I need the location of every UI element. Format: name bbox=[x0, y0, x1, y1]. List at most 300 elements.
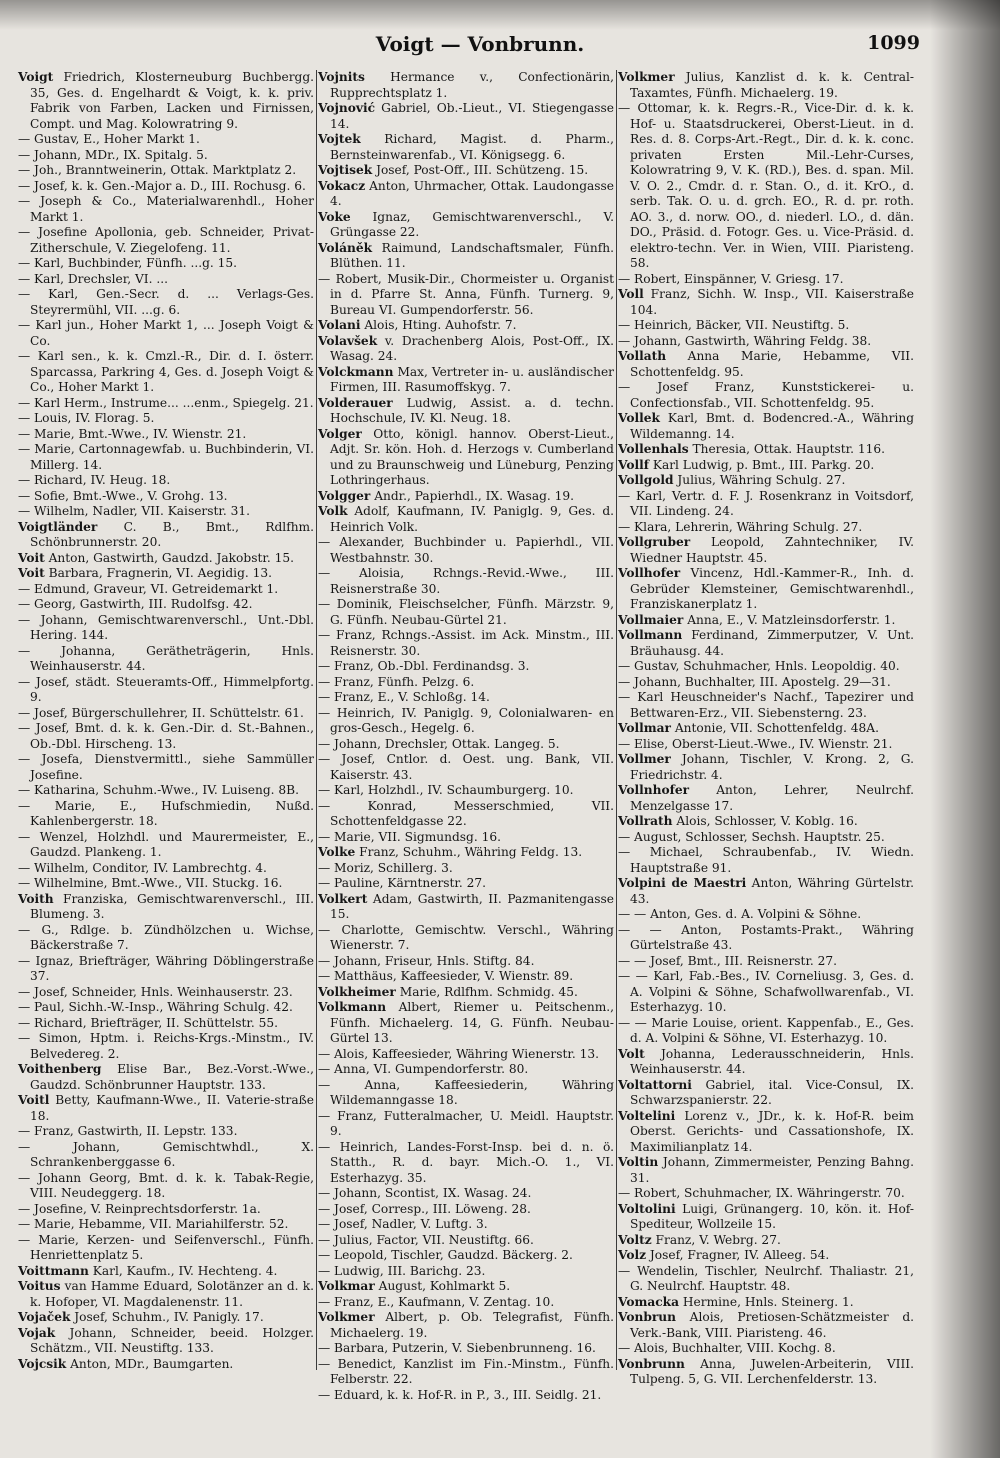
entry-surname: Vonbrun bbox=[618, 1310, 676, 1324]
directory-entry bbox=[18, 1031, 314, 1062]
entry-text: — Heinrich, IV. Paniglg. 9, Colonialwaren- en gros-Gesch., Hegelg. 6. bbox=[318, 705, 614, 735]
directory-entry bbox=[618, 1078, 914, 1109]
directory-entry bbox=[618, 1109, 914, 1156]
directory-entry bbox=[318, 597, 614, 628]
entry-surname: Vojtisek bbox=[318, 163, 373, 177]
directory-entry bbox=[618, 969, 914, 1016]
entry-text: Alois, Hting. Auhofstr. 7. bbox=[360, 318, 517, 332]
entry-surname: Volavšek bbox=[318, 333, 378, 348]
entry-text: — Edmund, Graveur, VI. Getreidemarkt 1. bbox=[18, 581, 279, 596]
directory-entry bbox=[318, 737, 614, 753]
entry-text: — Moriz, Schillerg. 3. bbox=[318, 860, 453, 875]
entry-text: Johann, Tischler, V. Krong. 2, G. Friedrichstr. 4. bbox=[630, 752, 914, 782]
entry-surname: Vollgruber bbox=[618, 535, 691, 549]
directory-entry bbox=[318, 1109, 614, 1140]
directory-entry bbox=[618, 473, 914, 489]
directory-entry bbox=[618, 458, 914, 474]
directory-entry bbox=[318, 861, 614, 877]
directory-entry bbox=[618, 1248, 914, 1264]
entry-text: — Johann, Drechsler, Ottak. Langeg. 5. bbox=[318, 736, 560, 751]
entry-text: — Karl jun., Hoher Markt 1, ... Joseph Voigt & Co. bbox=[18, 318, 314, 348]
entry-text: van Hamme Eduard, Solotänzer an d. k. k. Hofoper, VI. Magdalenenstr. 11. bbox=[30, 1279, 314, 1309]
directory-entry bbox=[18, 1310, 314, 1326]
entry-text: Albert, Riemer u. Peitschenm., Fünfh. Michaelerg. 14, G. Fünfh. Neubau-Gürtel 13. bbox=[330, 1000, 614, 1045]
entry-text: Franz, Schuhm., Währing Feldg. 13. bbox=[355, 845, 583, 859]
entry-text: — Anna, VI. Gumpendorferstr. 80. bbox=[318, 1062, 529, 1076]
entry-text: — Pauline, Kärntnerstr. 27. bbox=[318, 876, 487, 890]
directory-entry bbox=[318, 845, 614, 861]
directory-entry bbox=[18, 783, 314, 799]
entry-surname: Voithenberg bbox=[18, 1062, 102, 1076]
entry-text: — Ludwig, III. Barichg. 23. bbox=[318, 1263, 486, 1278]
directory-entry bbox=[18, 876, 314, 892]
directory-entry bbox=[18, 349, 314, 396]
directory-entry bbox=[618, 1264, 914, 1295]
entry-text: — Heinrich, Landes-Forst-Insp. bei d. n. ö. Statth., R. d. bayr. Mich.-O. 1., VI. Esterhazyg. 35. bbox=[318, 1139, 614, 1185]
directory-entry bbox=[18, 489, 314, 505]
entry-text: — Josef, Cntlor. d. Oest. ung. Bank, VII. Kaiserstr. 43. bbox=[318, 752, 614, 782]
entry-text: — Louis, IV. Florag. 5. bbox=[18, 411, 155, 425]
directory-entry bbox=[318, 365, 614, 396]
entry-text: Josef, Post-Off., III. Schützeng. 15. bbox=[372, 163, 589, 177]
entry-text: Lorenz v., JDr., k. k. Hof-R. beim Oberst. Gerichts- und Cassationshofe, IX. Maximilianplatz 14. bbox=[630, 1108, 914, 1154]
entry-text: — Johann, Buchhalter, III. Apostelg. 29—31. bbox=[618, 674, 891, 689]
entry-text: Alois, Pretiosen-Schätzmeister d. Verk.-Bank, VIII. Piaristeng. 46. bbox=[630, 1310, 914, 1340]
directory-entry bbox=[318, 1233, 614, 1249]
entry-surname: Voith bbox=[18, 891, 54, 906]
directory-entry bbox=[18, 1000, 314, 1016]
directory-entry bbox=[618, 783, 914, 814]
entry-text: Friedrich, Klosterneuburg Buchbergg. 35, Ges. d. Engelhardt & Voigt, k. k. priv. Fabrik von Farben, Lacken und Firnissen, Compt. und Mag. Kolowratring 9. bbox=[30, 70, 314, 131]
entry-text: — Paul, Sichh.-W.-Insp., Währing Schulg. 42. bbox=[18, 1000, 293, 1014]
entry-surname: Vokacz bbox=[318, 178, 366, 193]
entry-surname: Vojnović bbox=[318, 101, 375, 115]
entry-surname: Voláněk bbox=[318, 240, 373, 255]
directory-entry bbox=[618, 876, 914, 907]
entry-text: Hermine, Hnls. Steinerg. 1. bbox=[679, 1294, 854, 1309]
entry-text: — Elise, Oberst-Lieut.-Wwe., IV. Wienstr. 21. bbox=[618, 736, 893, 751]
directory-entry bbox=[18, 1202, 314, 1218]
entry-text: — Marie, Cartonnagewfab. u. Buchbinderin, VI. Millerg. 14. bbox=[18, 442, 314, 472]
entry-text: — Matthäus, Kaffeesieder, V. Wienstr. 89. bbox=[318, 969, 574, 983]
entry-surname: Voke bbox=[318, 209, 351, 224]
entry-surname: Vollrath bbox=[618, 814, 673, 828]
directory-entry bbox=[318, 923, 614, 954]
directory-entry bbox=[318, 427, 614, 489]
column-divider bbox=[316, 70, 317, 1370]
directory-entry bbox=[318, 690, 614, 706]
directory-entry bbox=[618, 287, 914, 318]
entry-text: Josef, Schuhm., IV. Panigly. 17. bbox=[70, 1310, 264, 1324]
entry-text: Johanna, Lederausschneiderin, Hnls. Weinhauserstr. 44. bbox=[630, 1046, 914, 1076]
entry-surname: Vollath bbox=[618, 349, 667, 363]
directory-entry bbox=[318, 783, 614, 799]
entry-text: Gabriel, Ob.-Lieut., VI. Stiegengasse 14. bbox=[330, 101, 614, 131]
directory-entry bbox=[318, 799, 614, 830]
entry-text: Hermance v., Confectionärin, Rupprechtsplatz 1. bbox=[330, 70, 614, 100]
entry-text: — Josefine, V. Reinprechtsdorferstr. 1a. bbox=[18, 1201, 261, 1216]
entry-surname: Voll bbox=[618, 287, 644, 301]
entry-text: — August, Schlosser, Sechsh. Hauptstr. 25. bbox=[618, 829, 885, 844]
entry-text: — — Anton, Ges. d. A. Volpini & Söhne. bbox=[618, 907, 862, 921]
entry-text: — Ottomar, k. k. Regrs.-R., Vice-Dir. d. k. k. Hof- u. Staatsdruckerei, Oberst-Lieut. in d. Res. d. 8. Corps-Art.-Regt., Dir. d. k. k. conc. privaten Ersten Mil.-Lehr-Curses, Kolowratring 9, V. K. (RD.), Bes. d. span. Mil. V. O. 2., Cmdr. d. r. Stan. O., d. it. KrO., d. serb. Tak. O. u. d. grch. EO., R. d. pr. roth. AO. 3., d. norw. OO., d. niederl. LO., d. dän. DO., Präsid. d. Fotogr. Ges. u. Vice-Präsid. d. elektro-techn. Ver. in Wien, VIII. Piaristeng. 58. bbox=[618, 101, 914, 270]
entry-surname: Vojcsik bbox=[18, 1356, 67, 1371]
entry-text: — Michael, Schraubenfab., IV. Wiedn. Hauptstraße 91. bbox=[618, 845, 914, 875]
entry-text: — Johann, Friseur, Hnls. Stiftg. 84. bbox=[318, 953, 535, 968]
directory-entry bbox=[18, 613, 314, 644]
directory-entry bbox=[618, 690, 914, 721]
entry-surname: Voitl bbox=[18, 1093, 50, 1107]
entry-surname: Voitus bbox=[18, 1279, 61, 1293]
directory-entry bbox=[318, 101, 614, 132]
entry-text: — Josefine Apollonia, geb. Schneider, Privat-Zitherschule, V. Ziegelofeng. 11. bbox=[18, 225, 314, 255]
directory-entry bbox=[318, 132, 614, 163]
entry-text: — Julius, Factor, VII. Neustiftg. 66. bbox=[318, 1232, 534, 1247]
directory-entry bbox=[618, 923, 914, 954]
entry-text: — Johann Georg, Bmt. d. k. k. Tabak-Regie, VIII. Neudeggerg. 18. bbox=[18, 1170, 314, 1200]
directory-entry bbox=[18, 179, 314, 195]
directory-entry bbox=[618, 1233, 914, 1249]
entry-text: — Marie, E., Hufschmiedin, Nußd. Kahlenbergerstr. 18. bbox=[18, 798, 314, 828]
entry-text: — Karl, Vertr. d. F. J. Rosenkranz in Voitsdorf, VII. Lindeng. 24. bbox=[618, 488, 914, 518]
directory-entry bbox=[318, 1000, 614, 1047]
entry-surname: Vollgold bbox=[618, 473, 674, 487]
entry-text: — Karl, Gen.-Secr. d. ... Verlags-Ges. Steyrermühl, VII. ...g. 6. bbox=[18, 287, 314, 317]
running-head-title: Voigt — Vonbrunn. bbox=[375, 32, 585, 56]
directory-entry bbox=[18, 551, 314, 567]
directory-entry bbox=[18, 396, 314, 412]
entry-surname: Vollmaier bbox=[618, 612, 684, 627]
directory-entry bbox=[18, 1217, 314, 1233]
directory-entry bbox=[18, 923, 314, 954]
entry-text: — Konrad, Messerschmied, VII. Schottenfeldgasse 22. bbox=[318, 798, 614, 828]
entry-surname: Vollmar bbox=[618, 721, 671, 735]
entry-text: Barbara, Fragnerin, VI. Aegidig. 13. bbox=[44, 566, 273, 580]
entry-text: — Josef, städt. Steueramts-Off., Himmelpfortg. 9. bbox=[18, 674, 314, 704]
entry-text: — Anna, Kaffeesiederin, Währing Wildemanngasse 18. bbox=[318, 1077, 614, 1107]
entry-text: Karl Ludwig, p. Bmt., III. Parkg. 20. bbox=[648, 457, 875, 472]
directory-entry bbox=[318, 969, 614, 985]
directory-entry bbox=[618, 613, 914, 629]
entry-surname: Voltz bbox=[618, 1232, 652, 1247]
directory-entry bbox=[18, 194, 314, 225]
entry-text: Vincenz, Hdl.-Kammer-R., Inh. d. Gebrüder Klemsteiner, Gemischtwarenhdl., Franziskanerplatz 1. bbox=[630, 566, 914, 611]
directory-entry bbox=[318, 985, 614, 1001]
directory-entry bbox=[318, 318, 614, 334]
directory-entry bbox=[318, 1279, 614, 1295]
directory-entry bbox=[18, 954, 314, 985]
directory-entry bbox=[318, 334, 614, 365]
directory-entry bbox=[18, 287, 314, 318]
directory-entry bbox=[18, 830, 314, 861]
entry-text: Raimund, Landschaftsmaler, Fünfh. Blüthen. 11. bbox=[330, 240, 614, 270]
entry-text: Theresia, Ottak. Hauptstr. 116. bbox=[688, 442, 886, 456]
directory-entry bbox=[318, 1140, 614, 1187]
entry-text: Anna, E., V. Matzleinsdorferstr. 1. bbox=[683, 612, 896, 627]
entry-text: — Johann, Gemischtwarenverschl., Unt.-Dbl. Hering. 144. bbox=[18, 612, 314, 642]
directory-entry bbox=[18, 675, 314, 706]
entry-surname: Voltolini bbox=[618, 1201, 676, 1216]
directory-entry bbox=[18, 582, 314, 598]
entry-text: Johann, Zimmermeister, Penzing Bahng. 31. bbox=[630, 1155, 914, 1185]
directory-entry bbox=[18, 566, 314, 582]
entry-text: Leopold, Zahntechniker, IV. Wiedner Hauptstr. 45. bbox=[630, 535, 914, 565]
entry-text: — Franz, Rchngs.-Assist. im Ack. Minstm., III. Reisnerstr. 30. bbox=[318, 628, 614, 658]
directory-entry bbox=[318, 1388, 614, 1404]
entry-text: — Benedict, Kanzlist im Fin.-Minstm., Fünfh. Felberstr. 22. bbox=[318, 1356, 614, 1386]
entry-text: Otto, königl. hannov. Oberst-Lieut., Adjt. Sr. kön. Hoh. d. Herzogs v. Cumberland und zu Braunschweig und Lüneburg, Penzing Lothringerhaus. bbox=[330, 426, 614, 487]
directory-entry bbox=[18, 1233, 314, 1264]
entry-surname: Volt bbox=[618, 1046, 645, 1061]
directory-entry bbox=[618, 737, 914, 753]
entry-text: — Johann, MDr., IX. Spitalg. 5. bbox=[18, 147, 208, 162]
directory-entry bbox=[618, 489, 914, 520]
directory-entry bbox=[618, 349, 914, 380]
entry-text: — Simon, Hptm. i. Reichs-Krgs.-Minstm., IV. Belvedereg. 2. bbox=[18, 1031, 314, 1061]
entry-text: — Sofie, Bmt.-Wwe., V. Grohg. 13. bbox=[18, 488, 228, 503]
directory-entry bbox=[618, 442, 914, 458]
entry-text: — Josef, Bürgerschullehrer, II. Schüttelstr. 61. bbox=[18, 705, 304, 720]
entry-text: — Marie, Kerzen- und Seifenverschl., Fünfh. Henriettenplatz 5. bbox=[18, 1232, 314, 1262]
column-divider bbox=[616, 70, 617, 1370]
entry-surname: Vollhofer bbox=[618, 566, 681, 580]
entry-surname: Voit bbox=[18, 566, 45, 580]
entry-surname: Volgger bbox=[318, 488, 371, 503]
directory-entry bbox=[18, 520, 314, 551]
entry-surname: Volderauer bbox=[318, 395, 393, 410]
entry-text: — Josef, k. k. Gen.-Major a. D., III. Rochusg. 6. bbox=[18, 178, 306, 193]
entry-text: — Heinrich, Bäcker, VII. Neustiftg. 5. bbox=[618, 318, 850, 332]
entry-text: Anton, Lehrer, Neulrchf. Menzelgasse 17. bbox=[630, 783, 914, 813]
directory-entry bbox=[18, 1171, 314, 1202]
directory-entry bbox=[318, 566, 614, 597]
column-1 bbox=[18, 70, 314, 1380]
directory-entry bbox=[318, 954, 614, 970]
entry-text: — Franz, E., Kaufmann, V. Zentag. 10. bbox=[318, 1294, 555, 1309]
entry-text: — Wilhelm, Nadler, VII. Kaiserstr. 31. bbox=[18, 504, 251, 518]
directory-entry bbox=[318, 1310, 614, 1341]
entry-text: — Josef, Nadler, V. Luftg. 3. bbox=[318, 1217, 488, 1231]
entry-text: Gabriel, ital. Vice-Consul, IX. Schwarzspanierstr. 22. bbox=[630, 1077, 914, 1107]
entry-text: Elise Bar., Bez.-Vorst.-Wwe., Gaudzd. Schönbrunner Hauptstr. 133. bbox=[30, 1062, 314, 1092]
entry-text: Ignaz, Gemischtwarenverschl., V. Grüngasse 22. bbox=[330, 209, 614, 239]
entry-text: — Franz, Ob.-Dbl. Ferdinandsg. 3. bbox=[318, 659, 530, 673]
entry-text: Luigi, Grünangerg. 10, kön. it. Hof-Spediteur, Wollzeile 15. bbox=[630, 1201, 914, 1231]
entry-text: — Josef, Bmt. d. k. k. Gen.-Dir. d. St.-Bahnen., Ob.-Dbl. Hirscheng. 13. bbox=[18, 721, 314, 751]
entry-surname: Volz bbox=[618, 1248, 647, 1262]
entry-surname: Vojaček bbox=[18, 1310, 71, 1324]
entry-text: Adam, Gastwirth, II. Pazmanitengasse 15. bbox=[330, 891, 614, 921]
directory-entry bbox=[18, 225, 314, 256]
entry-surname: Volke bbox=[318, 845, 356, 859]
entry-text: — Wendelin, Tischler, Neulrchf. Thaliastr. 21, G. Neulrchf. Hauptstr. 48. bbox=[618, 1263, 914, 1293]
directory-entry bbox=[318, 1202, 614, 1218]
entry-text: — Franz, Futteralmacher, U. Meidl. Hauptstr. 9. bbox=[318, 1108, 614, 1138]
entry-text: C. B., Bmt., Rdlfhm. Schönbrunnerstr. 20. bbox=[30, 519, 314, 549]
entry-surname: Vonbrunn bbox=[618, 1356, 685, 1371]
page-shadow-edge bbox=[930, 0, 1000, 1458]
entry-text: — Johann, Scontist, IX. Wasag. 24. bbox=[318, 1186, 532, 1200]
directory-entry bbox=[618, 535, 914, 566]
directory-entry bbox=[18, 1124, 314, 1140]
entry-text: — Karl Herm., Instrume... ...enm., Spiegelg. 21. bbox=[18, 395, 314, 410]
directory-entry bbox=[18, 473, 314, 489]
entry-text: — Georg, Gastwirth, III. Rudolfsg. 42. bbox=[18, 597, 253, 611]
entry-text: Karl, Bmt. d. Bodencred.-A., Währing Wildemanng. 14. bbox=[630, 411, 914, 441]
entry-text: Josef, Fragner, IV. Alleeg. 54. bbox=[646, 1248, 830, 1262]
entry-text: Adolf, Kaufmann, IV. Paniglg. 9, Ges. d. Heinrich Volk. bbox=[330, 504, 614, 534]
directory-entry bbox=[618, 1310, 914, 1341]
directory-entry bbox=[618, 380, 914, 411]
directory-entry bbox=[618, 1341, 914, 1357]
entry-text: — G., Rdlge. b. Zündhölzchen u. Wichse, Bäckerstraße 7. bbox=[18, 922, 314, 952]
directory-entry bbox=[618, 752, 914, 783]
entry-surname: Vojtek bbox=[318, 132, 361, 146]
entry-text: Richard, Magist. d. Pharm., Bernsteinwarenfab., VI. Königsegg. 6. bbox=[330, 132, 614, 162]
directory-entry bbox=[318, 504, 614, 535]
entry-text: — Karl sen., k. k. Cmzl.-R., Dir. d. I. österr. Sparcassa, Parkring 4, Ges. d. Joseph Voigt & Co., Hoher Markt 1. bbox=[18, 349, 314, 394]
entry-surname: Volkmar bbox=[318, 1279, 375, 1293]
entry-text: — Wilhelm, Conditor, IV. Lambrechtg. 4. bbox=[18, 860, 267, 875]
directory-entry bbox=[18, 892, 314, 923]
entry-text: Alois, Schlosser, V. Koblg. 16. bbox=[672, 814, 858, 828]
entry-surname: Volpini de Maestri bbox=[618, 876, 747, 890]
directory-entry bbox=[318, 1264, 614, 1280]
directory-entry bbox=[618, 318, 914, 334]
directory-entry bbox=[18, 644, 314, 675]
entry-text: — Josefa, Dienstvermittl., siehe Sammüller Josefine. bbox=[18, 752, 314, 782]
entry-text: — — Josef, Bmt., III. Reisnerstr. 27. bbox=[618, 953, 838, 968]
directory-entry bbox=[318, 892, 614, 923]
entry-surname: Vollnhofer bbox=[618, 783, 689, 797]
entry-surname: Volk bbox=[318, 504, 348, 518]
directory-entry bbox=[18, 799, 314, 830]
directory-entry bbox=[18, 1140, 314, 1171]
directory-entry bbox=[18, 721, 314, 752]
entry-text: — Marie, Bmt.-Wwe., IV. Wienstr. 21. bbox=[18, 426, 247, 441]
directory-entry bbox=[318, 1217, 614, 1233]
entry-text: — Katharina, Schuhm.-Wwe., IV. Luiseng. 8B. bbox=[18, 783, 299, 797]
entry-text: — Robert, Schuhmacher, IX. Währingerstr. 70. bbox=[618, 1186, 905, 1200]
entry-text: — Barbara, Putzerin, V. Siebenbrunneng. 16. bbox=[318, 1341, 596, 1355]
directory-entry bbox=[318, 272, 614, 319]
directory-entry bbox=[618, 1357, 914, 1388]
directory-entry bbox=[18, 1264, 314, 1280]
entry-text: — Franz, Gastwirth, II. Lepstr. 133. bbox=[18, 1124, 238, 1138]
directory-entry bbox=[18, 442, 314, 473]
entry-text: Betty, Kaufmann-Wwe., II. Vaterie-straße 18. bbox=[30, 1093, 314, 1123]
entry-text: — — Marie Louise, orient. Kappenfab., E., Ges. d. A. Volpini & Söhne, VI. Esterhazyg. 10. bbox=[618, 1015, 914, 1045]
directory-entry bbox=[318, 628, 614, 659]
directory-entry bbox=[18, 318, 314, 349]
directory-entry bbox=[18, 1062, 314, 1093]
directory-entry bbox=[618, 1186, 914, 1202]
entry-text: — Wenzel, Holzhdl. und Maurermeister, E., Gaudzd. Plankeng. 1. bbox=[18, 829, 314, 859]
entry-surname: Voltattorni bbox=[618, 1077, 692, 1092]
directory-entry bbox=[618, 101, 914, 272]
entry-text: — Alexander, Buchbinder u. Papierhdl., VII. Westbahnstr. 30. bbox=[318, 535, 614, 565]
entry-text: Julius, Kanzlist d. k. k. Central-Taxamtes, Fünfh. Michaelerg. 19. bbox=[630, 70, 914, 100]
directory-entry bbox=[18, 1279, 314, 1310]
directory-entry bbox=[618, 954, 914, 970]
entry-surname: Volkheimer bbox=[318, 984, 396, 999]
entry-text: Marie, Rdlfhm. Schmidg. 45. bbox=[395, 984, 578, 999]
entry-text: — Richard, Briefträger, II. Schüttelstr. 55. bbox=[18, 1015, 279, 1030]
entry-text: — Josef Franz, Kunststickerei- u. Confectionsfab., VII. Schottenfeldg. 95. bbox=[618, 380, 914, 410]
entry-text: — Franz, E., V. Schloßg. 14. bbox=[318, 690, 490, 704]
entry-surname: Voit bbox=[18, 550, 45, 565]
directory-entry bbox=[318, 163, 614, 179]
entry-text: Franziska, Gemischtwarenverschl., III. Blumeng. 3. bbox=[30, 891, 314, 921]
entry-surname: Volkmer bbox=[318, 1310, 375, 1324]
directory-entry bbox=[318, 675, 614, 691]
directory-entry bbox=[618, 628, 914, 659]
page-shadow-top bbox=[0, 0, 1000, 30]
directory-entry bbox=[318, 1062, 614, 1078]
entry-text: — Klara, Lehrerin, Währing Schulg. 27. bbox=[618, 519, 863, 534]
directory-entry bbox=[318, 706, 614, 737]
entry-surname: Vojak bbox=[18, 1325, 56, 1340]
directory-entry bbox=[18, 985, 314, 1001]
directory-entry bbox=[18, 1093, 314, 1124]
entry-surname: Vollmann bbox=[618, 628, 683, 642]
entry-text: Ludwig, Assist. a. d. techn. Hochschule, IV. Kl. Neug. 18. bbox=[330, 395, 614, 425]
directory-entry bbox=[318, 1078, 614, 1109]
entry-text: Ferdinand, Zimmerputzer, V. Unt. Bräuhausg. 44. bbox=[630, 628, 914, 658]
directory-entry bbox=[618, 830, 914, 846]
directory-entry bbox=[318, 830, 614, 846]
directory-entry bbox=[18, 411, 314, 427]
entry-surname: Volckmann bbox=[318, 364, 394, 379]
entry-text: — Karl, Drechsler, VI. ... bbox=[18, 271, 168, 286]
directory-entry bbox=[618, 721, 914, 737]
entry-text: — Dominik, Fleischselcher, Fünfh. Märzstr. 9, G. Fünfh. Neubau-Gürtel 21. bbox=[318, 597, 614, 627]
directory-entry bbox=[618, 1155, 914, 1186]
directory-entry bbox=[618, 272, 914, 288]
entry-text: Anna, Juwelen-Arbeiterin, VIII. Tulpeng. 5, G. VII. Lerchenfelderstr. 13. bbox=[630, 1356, 914, 1386]
directory-entry bbox=[18, 70, 314, 132]
directory-entry bbox=[318, 179, 614, 210]
directory-entry bbox=[18, 256, 314, 272]
directory-entry bbox=[318, 1341, 614, 1357]
entry-surname: Volani bbox=[318, 318, 361, 332]
directory-entry bbox=[18, 132, 314, 148]
directory-entry bbox=[318, 1357, 614, 1388]
entry-text: — Wilhelmine, Bmt.-Wwe., VII. Stuckg. 16. bbox=[18, 876, 283, 890]
directory-entry bbox=[318, 70, 614, 101]
entry-text: — Karl, Buchbinder, Fünfh. ...g. 15. bbox=[18, 256, 237, 270]
entry-surname: Voltelini bbox=[618, 1108, 676, 1123]
entry-text: — Ignaz, Briefträger, Währing Döblingerstraße 37. bbox=[18, 953, 314, 983]
directory-entry bbox=[618, 814, 914, 830]
directory-entry bbox=[618, 1047, 914, 1078]
directory-entry bbox=[18, 504, 314, 520]
directory-entry bbox=[318, 1295, 614, 1311]
entry-text: Karl, Kaufm., IV. Hechteng. 4. bbox=[88, 1263, 278, 1278]
page-number: 1099 bbox=[867, 32, 920, 54]
entry-surname: Vollek bbox=[618, 411, 660, 425]
entry-text: — Robert, Einspänner, V. Griesg. 17. bbox=[618, 271, 844, 286]
directory-entry bbox=[618, 566, 914, 613]
entry-text: — — Anton, Postamts-Prakt., Währing Gürtelstraße 43. bbox=[618, 922, 914, 952]
directory-entry bbox=[18, 597, 314, 613]
entry-surname: Voltin bbox=[618, 1155, 659, 1169]
directory-entry bbox=[618, 907, 914, 923]
directory-entry bbox=[318, 659, 614, 675]
entry-text: — Marie, Hebamme, VII. Mariahilferstr. 52. bbox=[18, 1217, 289, 1231]
directory-entry bbox=[318, 241, 614, 272]
directory-entry bbox=[618, 1016, 914, 1047]
